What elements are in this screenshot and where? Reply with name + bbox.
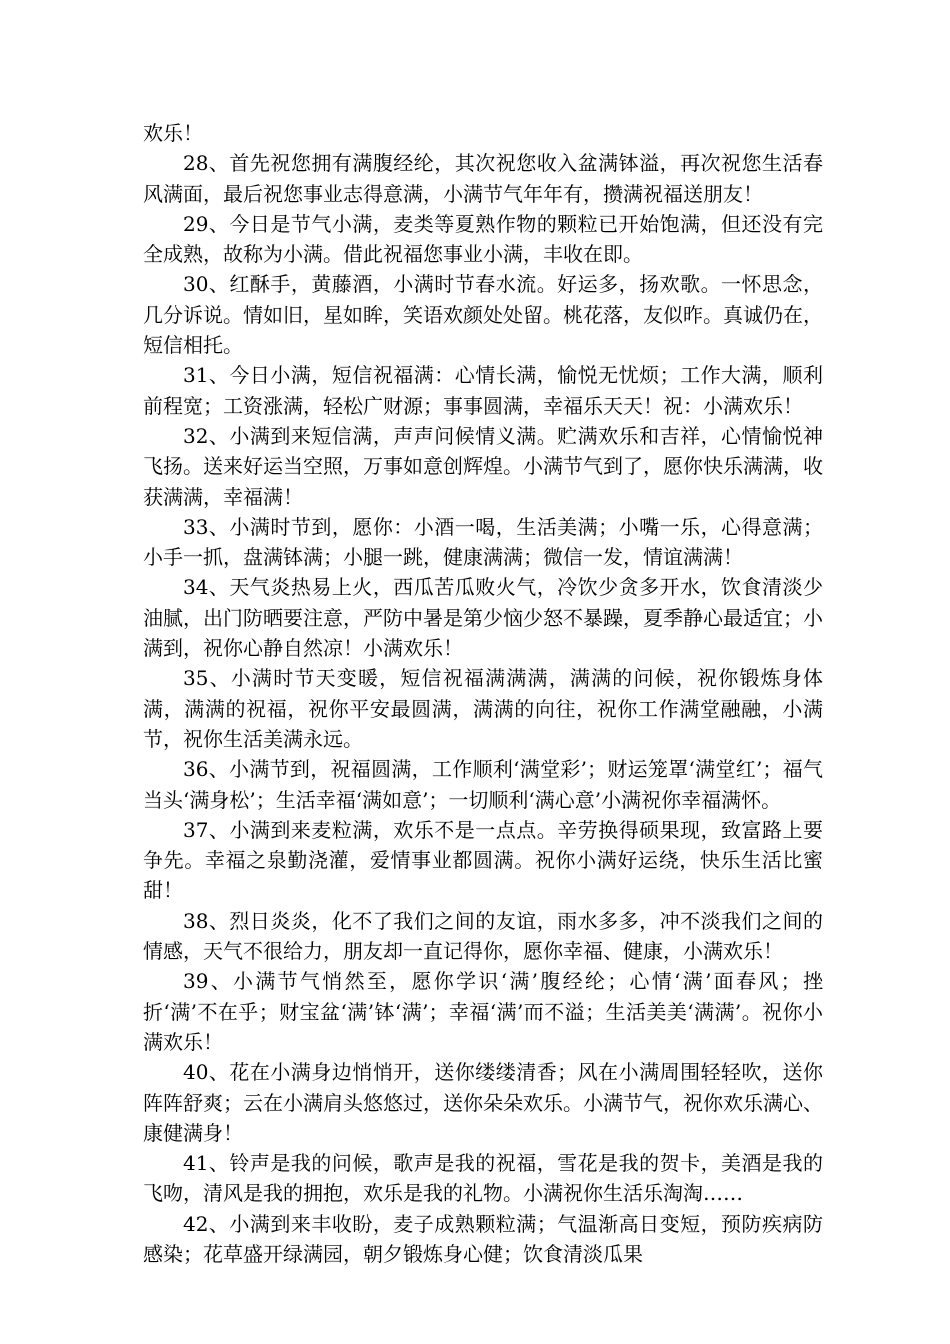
paragraph-29: 29、今日是节气小满，麦类等夏熟作物的颗粒已开始饱满，但还没有完全成熟，故称为小满。借此祝福您事业小满，丰收在即。 xyxy=(143,211,823,267)
document-body xyxy=(143,118,823,1269)
paragraph-32: 32、小满到来短信满，声声问候情义满。贮满欢乐和吉祥，心情愉悦神飞扬。送来好运当空照，万事如意创辉煌。小满节气到了，愿你快乐满满，收获满满，幸福满！ xyxy=(143,423,823,509)
paragraph-30: 30、红酥手，黄藤酒，小满时节春水流。好运多，扬欢歌。一怀思念，几分诉说。情如旧，星如眸，笑语欢颜处处留。桃花落，友似昨。真诚仍在，短信相托。 xyxy=(143,272,823,358)
paragraph-37: 37、小满到来麦粒满，欢乐不是一点点。辛劳换得硕果现，致富路上要争先。幸福之泉勤浇灌，爱情事业都圆满。祝你小满好运绕，快乐生活比蜜甜！ xyxy=(143,817,823,903)
paragraph-40: 40、花在小满身边悄悄开，送你缕缕清香；风在小满周围轻轻吹，送你阵阵舒爽；云在小满肩头悠悠过，送你朵朵欢乐。小满节气，祝你欢乐满心、康健满身！ xyxy=(143,1060,823,1145)
paragraph-33: 33、小满时节到，愿你：小酒一喝，生活美满；小嘴一乐，心得意满；小手一抓，盘满钵满；小腿一跳，健康满满；微信一发，情谊满满！ xyxy=(143,514,823,570)
paragraph-39: 39、小满节气悄然至，愿你学识‘满’腹经纶；心情‘满’面春风；挫折‘满’不在乎；财宝盆‘满’钵‘满’；幸福‘满’而不溢；生活美美‘满满’。祝你小满欢乐！ xyxy=(143,969,823,1054)
paragraph-35: 35、小满时节天变暖，短信祝福满满满，满满的问候，祝你锻炼身体满，满满的祝福，祝你平安最圆满，满满的向往，祝你工作满堂融融，小满节，祝你生活美满永远。 xyxy=(143,666,823,751)
paragraph-36: 36、小满节到，祝福圆满，工作顺利‘满堂彩’；财运笼罩‘满堂红’；福气当头‘满身松’；生活幸福‘满如意’；一切顺利‘满心意’小满祝你幸福满怀。 xyxy=(143,757,823,812)
paragraph-31: 31、今日小满，短信祝福满：心情长满，愉悦无忧烦；工作大满，顺利前程宽；工资涨满，轻松广财源；事事圆满，幸福乐天天！祝：小满欢乐！ xyxy=(143,363,823,418)
paragraph-34: 34、天气炎热易上火，西瓜苦瓜败火气，冷饮少贪多开水，饮食清淡少油腻，出门防晒要注意，严防中暑是第少恼少怒不暴躁，夏季静心最适宜；小满到，祝你心静自然凉！小满欢乐！ xyxy=(143,575,823,661)
paragraph-28: 28、首先祝您拥有满腹经纶，其次祝您收入盆满钵溢，再次祝您生活春风满面，最后祝您事业志得意满，小满节气年年有，攒满祝福送朋友！ xyxy=(143,151,823,206)
paragraph-38: 38、烈日炎炎，化不了我们之间的友谊，雨水多多，冲不淡我们之间的情感，天气不很给力，朋友却一直记得你，愿你幸福、健康，小满欢乐！ xyxy=(143,908,823,964)
paragraph-continuation: 欢乐！ xyxy=(143,121,203,145)
paragraph-42: 42、小满到来丰收盼，麦子成熟颗粒满；气温渐高日变短，预防疾病防感染；花草盛开绿满园，朝夕锻炼身心健；饮食清淡瓜果 xyxy=(143,1211,823,1266)
paragraph-41: 41、铃声是我的问候，歌声是我的祝福，雪花是我的贺卡，美酒是我的飞吻，清风是我的拥抱，欢乐是我的礼物。小满祝你生活乐淘淘…… xyxy=(143,1151,823,1206)
